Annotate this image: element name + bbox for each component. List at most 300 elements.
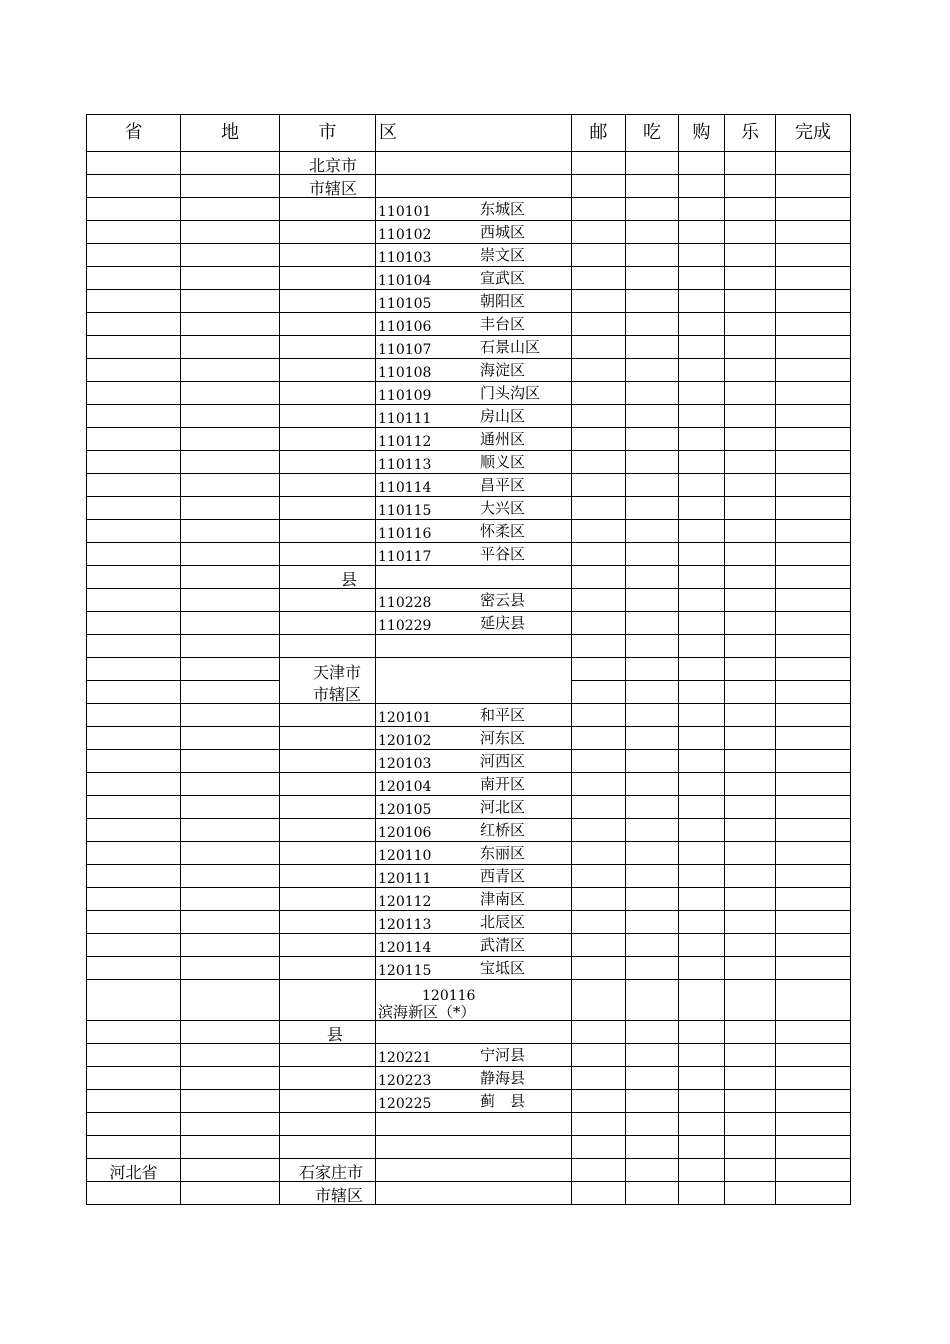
fun-cell[interactable] <box>725 796 776 819</box>
district-cell[interactable] <box>376 359 572 382</box>
fun-cell[interactable] <box>725 842 776 865</box>
district-cell[interactable] <box>376 175 572 198</box>
done-cell[interactable] <box>776 175 851 198</box>
district-cell[interactable] <box>376 704 572 727</box>
eat-cell[interactable] <box>626 198 679 221</box>
fun-cell[interactable] <box>725 1159 776 1182</box>
done-cell[interactable] <box>776 405 851 428</box>
prefecture-cell[interactable] <box>181 635 280 658</box>
postal-cell[interactable] <box>572 1136 626 1159</box>
prefecture-cell[interactable] <box>181 842 280 865</box>
city-cell[interactable]: 县 <box>280 1021 376 1044</box>
shop-cell[interactable] <box>679 681 725 704</box>
shop-cell[interactable] <box>679 612 725 635</box>
prefecture-cell[interactable] <box>181 1044 280 1067</box>
postal-cell[interactable] <box>572 290 626 313</box>
province-cell[interactable] <box>87 221 181 244</box>
city-cell[interactable] <box>280 1090 376 1113</box>
city-cell[interactable] <box>280 543 376 566</box>
eat-cell[interactable] <box>626 405 679 428</box>
city-cell[interactable] <box>280 819 376 842</box>
district-cell[interactable] <box>376 1136 572 1159</box>
fun-cell[interactable] <box>725 451 776 474</box>
prefecture-cell[interactable] <box>181 888 280 911</box>
city-cell[interactable] <box>280 888 376 911</box>
fun-cell[interactable] <box>725 474 776 497</box>
province-cell[interactable] <box>87 1182 181 1205</box>
prefecture-cell[interactable] <box>181 290 280 313</box>
city-cell[interactable] <box>280 589 376 612</box>
prefecture-cell[interactable] <box>181 658 280 681</box>
postal-cell[interactable] <box>572 244 626 267</box>
prefecture-cell[interactable] <box>181 612 280 635</box>
city-cell[interactable]: 市辖区 <box>280 681 376 704</box>
fun-cell[interactable] <box>725 773 776 796</box>
fun-cell[interactable] <box>725 819 776 842</box>
fun-cell[interactable] <box>725 681 776 704</box>
prefecture-cell[interactable] <box>181 1090 280 1113</box>
shop-cell[interactable] <box>679 175 725 198</box>
shop-cell[interactable] <box>679 796 725 819</box>
fun-cell[interactable] <box>725 520 776 543</box>
district-cell[interactable] <box>376 428 572 451</box>
eat-cell[interactable] <box>626 1067 679 1090</box>
fun-cell[interactable] <box>725 1044 776 1067</box>
eat-cell[interactable] <box>626 727 679 750</box>
city-cell[interactable] <box>280 405 376 428</box>
fun-cell[interactable] <box>725 635 776 658</box>
postal-cell[interactable] <box>572 612 626 635</box>
done-cell[interactable] <box>776 1090 851 1113</box>
header-di[interactable]: 地 <box>181 115 280 152</box>
eat-cell[interactable] <box>626 382 679 405</box>
district-cell[interactable] <box>376 957 572 980</box>
prefecture-cell[interactable] <box>181 336 280 359</box>
province-cell[interactable] <box>87 543 181 566</box>
city-cell[interactable] <box>280 957 376 980</box>
prefecture-cell[interactable] <box>181 704 280 727</box>
district-cell[interactable] <box>376 313 572 336</box>
province-cell[interactable] <box>87 1113 181 1136</box>
postal-cell[interactable] <box>572 589 626 612</box>
province-cell[interactable] <box>87 773 181 796</box>
shop-cell[interactable] <box>679 980 725 1021</box>
done-cell[interactable] <box>776 1182 851 1205</box>
postal-cell[interactable] <box>572 1159 626 1182</box>
eat-cell[interactable] <box>626 704 679 727</box>
province-cell[interactable] <box>87 451 181 474</box>
eat-cell[interactable] <box>626 267 679 290</box>
done-cell[interactable] <box>776 152 851 175</box>
district-cell[interactable] <box>376 290 572 313</box>
shop-cell[interactable] <box>679 1021 725 1044</box>
eat-cell[interactable] <box>626 1044 679 1067</box>
prefecture-cell[interactable] <box>181 1182 280 1205</box>
province-cell[interactable] <box>87 520 181 543</box>
city-cell[interactable] <box>280 313 376 336</box>
city-cell[interactable] <box>280 727 376 750</box>
done-cell[interactable] <box>776 497 851 520</box>
shop-cell[interactable] <box>679 773 725 796</box>
district-cell[interactable] <box>376 198 572 221</box>
province-cell[interactable] <box>87 267 181 290</box>
postal-cell[interactable] <box>572 1021 626 1044</box>
done-cell[interactable] <box>776 589 851 612</box>
eat-cell[interactable] <box>626 819 679 842</box>
eat-cell[interactable] <box>626 1136 679 1159</box>
shop-cell[interactable] <box>679 543 725 566</box>
postal-cell[interactable] <box>572 980 626 1021</box>
prefecture-cell[interactable] <box>181 382 280 405</box>
done-cell[interactable] <box>776 1136 851 1159</box>
prefecture-cell[interactable] <box>181 589 280 612</box>
eat-cell[interactable] <box>626 497 679 520</box>
done-cell[interactable] <box>776 980 851 1021</box>
city-cell[interactable] <box>280 198 376 221</box>
district-cell[interactable] <box>376 1021 572 1044</box>
eat-cell[interactable] <box>626 980 679 1021</box>
eat-cell[interactable] <box>626 221 679 244</box>
district-cell[interactable] <box>376 1159 572 1182</box>
shop-cell[interactable] <box>679 474 725 497</box>
done-cell[interactable] <box>776 658 851 681</box>
eat-cell[interactable] <box>626 934 679 957</box>
shop-cell[interactable] <box>679 911 725 934</box>
prefecture-cell[interactable] <box>181 980 280 1021</box>
district-cell[interactable] <box>376 796 572 819</box>
city-cell[interactable] <box>280 221 376 244</box>
fun-cell[interactable] <box>725 589 776 612</box>
city-cell[interactable] <box>280 865 376 888</box>
province-cell[interactable] <box>87 957 181 980</box>
eat-cell[interactable] <box>626 612 679 635</box>
eat-cell[interactable] <box>626 336 679 359</box>
fun-cell[interactable] <box>725 543 776 566</box>
district-cell[interactable] <box>376 911 572 934</box>
fun-cell[interactable] <box>725 152 776 175</box>
shop-cell[interactable] <box>679 842 725 865</box>
district-cell[interactable] <box>376 1090 572 1113</box>
shop-cell[interactable] <box>679 704 725 727</box>
prefecture-cell[interactable] <box>181 934 280 957</box>
province-cell[interactable] <box>87 911 181 934</box>
done-cell[interactable] <box>776 221 851 244</box>
header-you[interactable]: 邮 <box>572 115 626 152</box>
fun-cell[interactable] <box>725 382 776 405</box>
fun-cell[interactable] <box>725 704 776 727</box>
done-cell[interactable] <box>776 819 851 842</box>
city-cell[interactable] <box>280 267 376 290</box>
prefecture-cell[interactable] <box>181 819 280 842</box>
province-cell[interactable] <box>87 1067 181 1090</box>
postal-cell[interactable] <box>572 658 626 681</box>
prefecture-cell[interactable] <box>181 221 280 244</box>
fun-cell[interactable] <box>725 1090 776 1113</box>
done-cell[interactable] <box>776 957 851 980</box>
city-cell[interactable] <box>280 474 376 497</box>
shop-cell[interactable] <box>679 635 725 658</box>
postal-cell[interactable] <box>572 382 626 405</box>
city-cell[interactable] <box>280 290 376 313</box>
postal-cell[interactable] <box>572 635 626 658</box>
done-cell[interactable] <box>776 1044 851 1067</box>
fun-cell[interactable] <box>725 980 776 1021</box>
prefecture-cell[interactable] <box>181 405 280 428</box>
province-cell[interactable] <box>87 382 181 405</box>
province-cell[interactable] <box>87 405 181 428</box>
province-cell[interactable] <box>87 934 181 957</box>
postal-cell[interactable] <box>572 819 626 842</box>
postal-cell[interactable] <box>572 543 626 566</box>
fun-cell[interactable] <box>725 290 776 313</box>
fun-cell[interactable] <box>725 267 776 290</box>
postal-cell[interactable] <box>572 796 626 819</box>
shop-cell[interactable] <box>679 221 725 244</box>
shop-cell[interactable] <box>679 267 725 290</box>
shop-cell[interactable] <box>679 1113 725 1136</box>
prefecture-cell[interactable] <box>181 1136 280 1159</box>
province-cell[interactable] <box>87 497 181 520</box>
city-cell[interactable] <box>280 796 376 819</box>
fun-cell[interactable] <box>725 336 776 359</box>
province-cell[interactable] <box>87 1136 181 1159</box>
postal-cell[interactable] <box>572 1044 626 1067</box>
shop-cell[interactable] <box>679 497 725 520</box>
header-wancheng[interactable]: 完成 <box>776 115 851 152</box>
prefecture-cell[interactable] <box>181 1021 280 1044</box>
done-cell[interactable] <box>776 612 851 635</box>
fun-cell[interactable] <box>725 1136 776 1159</box>
city-cell[interactable] <box>280 244 376 267</box>
prefecture-cell[interactable] <box>181 244 280 267</box>
shop-cell[interactable] <box>679 1067 725 1090</box>
prefecture-cell[interactable] <box>181 681 280 704</box>
city-cell[interactable] <box>280 1136 376 1159</box>
eat-cell[interactable] <box>626 635 679 658</box>
eat-cell[interactable] <box>626 520 679 543</box>
eat-cell[interactable] <box>626 750 679 773</box>
district-cell[interactable] <box>376 865 572 888</box>
city-cell[interactable]: 北京市 <box>280 152 376 175</box>
postal-cell[interactable] <box>572 1067 626 1090</box>
province-cell[interactable] <box>87 865 181 888</box>
province-cell[interactable] <box>87 1021 181 1044</box>
province-cell[interactable] <box>87 819 181 842</box>
shop-cell[interactable] <box>679 888 725 911</box>
district-cell[interactable] <box>376 635 572 658</box>
done-cell[interactable] <box>776 934 851 957</box>
postal-cell[interactable] <box>572 566 626 589</box>
city-cell[interactable] <box>280 612 376 635</box>
district-cell[interactable] <box>376 888 572 911</box>
fun-cell[interactable] <box>725 957 776 980</box>
eat-cell[interactable] <box>626 175 679 198</box>
postal-cell[interactable] <box>572 681 626 704</box>
eat-cell[interactable] <box>626 796 679 819</box>
prefecture-cell[interactable] <box>181 727 280 750</box>
postal-cell[interactable] <box>572 957 626 980</box>
district-cell[interactable] <box>376 221 572 244</box>
eat-cell[interactable] <box>626 773 679 796</box>
eat-cell[interactable] <box>626 566 679 589</box>
postal-cell[interactable] <box>572 1113 626 1136</box>
province-cell[interactable] <box>87 336 181 359</box>
prefecture-cell[interactable] <box>181 957 280 980</box>
done-cell[interactable] <box>776 382 851 405</box>
province-cell[interactable] <box>87 244 181 267</box>
district-cell[interactable] <box>376 589 572 612</box>
prefecture-cell[interactable] <box>181 451 280 474</box>
province-cell[interactable] <box>87 635 181 658</box>
done-cell[interactable] <box>776 336 851 359</box>
fun-cell[interactable] <box>725 405 776 428</box>
shop-cell[interactable] <box>679 336 725 359</box>
prefecture-cell[interactable] <box>181 1159 280 1182</box>
fun-cell[interactable] <box>725 313 776 336</box>
city-cell[interactable] <box>280 497 376 520</box>
district-cell[interactable] <box>376 658 572 704</box>
eat-cell[interactable] <box>626 474 679 497</box>
district-cell[interactable] <box>376 566 572 589</box>
province-cell[interactable] <box>87 1090 181 1113</box>
city-cell[interactable] <box>280 658 376 681</box>
header-sheng[interactable]: 省 <box>87 115 181 152</box>
province-cell[interactable] <box>87 888 181 911</box>
eat-cell[interactable] <box>626 842 679 865</box>
eat-cell[interactable] <box>626 543 679 566</box>
province-cell[interactable] <box>87 290 181 313</box>
done-cell[interactable] <box>776 290 851 313</box>
prefecture-cell[interactable] <box>181 198 280 221</box>
fun-cell[interactable] <box>725 566 776 589</box>
city-cell[interactable] <box>280 911 376 934</box>
postal-cell[interactable] <box>572 865 626 888</box>
district-cell[interactable] <box>376 474 572 497</box>
prefecture-cell[interactable] <box>181 543 280 566</box>
city-cell[interactable] <box>280 704 376 727</box>
eat-cell[interactable] <box>626 451 679 474</box>
eat-cell[interactable] <box>626 428 679 451</box>
done-cell[interactable] <box>776 267 851 290</box>
fun-cell[interactable] <box>725 1113 776 1136</box>
city-cell[interactable] <box>280 635 376 658</box>
shop-cell[interactable] <box>679 313 725 336</box>
fun-cell[interactable] <box>725 1021 776 1044</box>
shop-cell[interactable] <box>679 750 725 773</box>
eat-cell[interactable] <box>626 658 679 681</box>
district-cell[interactable] <box>376 382 572 405</box>
district-cell[interactable] <box>376 727 572 750</box>
postal-cell[interactable] <box>572 727 626 750</box>
prefecture-cell[interactable] <box>181 1113 280 1136</box>
postal-cell[interactable] <box>572 1090 626 1113</box>
fun-cell[interactable] <box>725 428 776 451</box>
postal-cell[interactable] <box>572 1182 626 1205</box>
district-cell[interactable] <box>376 543 572 566</box>
shop-cell[interactable] <box>679 1136 725 1159</box>
header-shi[interactable]: 市 <box>280 115 376 152</box>
city-cell[interactable] <box>280 382 376 405</box>
district-cell[interactable] <box>376 152 572 175</box>
eat-cell[interactable] <box>626 1159 679 1182</box>
province-cell[interactable] <box>87 681 181 704</box>
shop-cell[interactable] <box>679 152 725 175</box>
fun-cell[interactable] <box>725 934 776 957</box>
province-cell[interactable] <box>87 980 181 1021</box>
city-cell[interactable] <box>280 520 376 543</box>
fun-cell[interactable] <box>725 727 776 750</box>
fun-cell[interactable] <box>725 750 776 773</box>
fun-cell[interactable] <box>725 865 776 888</box>
shop-cell[interactable] <box>679 566 725 589</box>
shop-cell[interactable] <box>679 520 725 543</box>
postal-cell[interactable] <box>572 497 626 520</box>
province-cell[interactable] <box>87 428 181 451</box>
done-cell[interactable] <box>776 750 851 773</box>
province-cell[interactable] <box>87 796 181 819</box>
city-cell[interactable] <box>280 1067 376 1090</box>
prefecture-cell[interactable] <box>181 428 280 451</box>
done-cell[interactable] <box>776 796 851 819</box>
done-cell[interactable] <box>776 543 851 566</box>
shop-cell[interactable] <box>679 244 725 267</box>
shop-cell[interactable] <box>679 1044 725 1067</box>
province-cell[interactable]: 河北省 <box>87 1159 181 1182</box>
prefecture-cell[interactable] <box>181 152 280 175</box>
fun-cell[interactable] <box>725 1067 776 1090</box>
done-cell[interactable] <box>776 520 851 543</box>
fun-cell[interactable] <box>725 198 776 221</box>
city-cell[interactable] <box>280 336 376 359</box>
city-cell[interactable] <box>280 428 376 451</box>
done-cell[interactable] <box>776 428 851 451</box>
done-cell[interactable] <box>776 313 851 336</box>
fun-cell[interactable] <box>725 911 776 934</box>
prefecture-cell[interactable] <box>181 359 280 382</box>
postal-cell[interactable] <box>572 359 626 382</box>
postal-cell[interactable] <box>572 198 626 221</box>
province-cell[interactable] <box>87 1044 181 1067</box>
done-cell[interactable] <box>776 198 851 221</box>
shop-cell[interactable] <box>679 1159 725 1182</box>
postal-cell[interactable] <box>572 911 626 934</box>
eat-cell[interactable] <box>626 359 679 382</box>
city-cell[interactable]: 市辖区 <box>280 175 376 198</box>
eat-cell[interactable] <box>626 681 679 704</box>
district-cell[interactable] <box>376 1067 572 1090</box>
eat-cell[interactable] <box>626 589 679 612</box>
eat-cell[interactable] <box>626 1090 679 1113</box>
fun-cell[interactable] <box>725 888 776 911</box>
province-cell[interactable] <box>87 313 181 336</box>
eat-cell[interactable] <box>626 957 679 980</box>
header-chi[interactable]: 吃 <box>626 115 679 152</box>
postal-cell[interactable] <box>572 175 626 198</box>
district-cell[interactable] <box>376 819 572 842</box>
province-cell[interactable] <box>87 175 181 198</box>
fun-cell[interactable] <box>725 497 776 520</box>
shop-cell[interactable] <box>679 727 725 750</box>
done-cell[interactable] <box>776 865 851 888</box>
done-cell[interactable] <box>776 451 851 474</box>
eat-cell[interactable] <box>626 152 679 175</box>
done-cell[interactable] <box>776 681 851 704</box>
done-cell[interactable] <box>776 773 851 796</box>
eat-cell[interactable] <box>626 888 679 911</box>
prefecture-cell[interactable] <box>181 865 280 888</box>
postal-cell[interactable] <box>572 428 626 451</box>
header-gou[interactable]: 购 <box>679 115 725 152</box>
